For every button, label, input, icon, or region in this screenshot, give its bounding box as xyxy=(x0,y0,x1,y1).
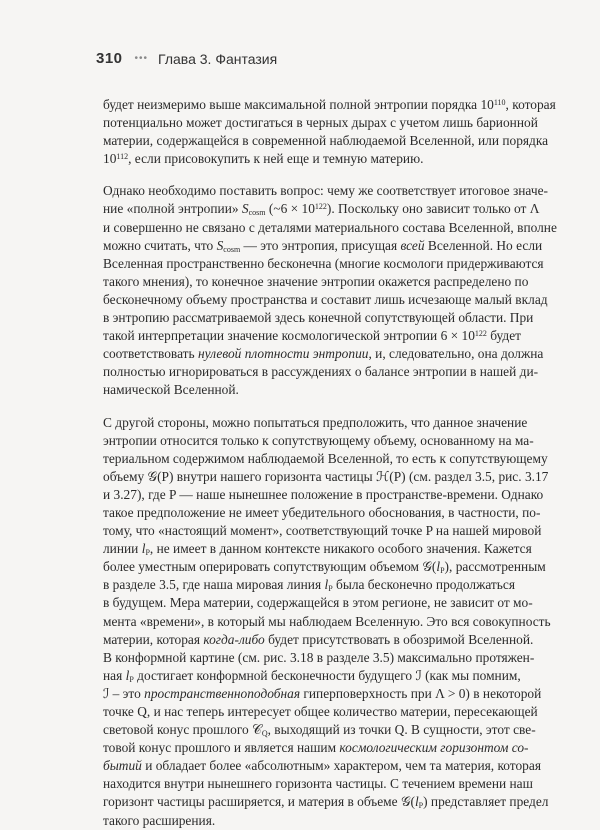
text-line: материи, которая когда-либо будет присутствовать в обозримой Вселенной. xyxy=(103,631,534,647)
text-line: Однако необходимо поставить вопрос: чему же соответствует итоговое значе- xyxy=(103,183,548,199)
text-line: такого мнения), то конечное значение энтропии окажется распределено по xyxy=(103,273,529,289)
text-line: линии $l_P$, не имеет в данном контексте никакого особого значения. Кажется xyxy=(103,541,532,558)
text-line: можно считать, что $S_{cosm}$ — это энтропия, присущая всей Вселенной. Но если xyxy=(103,237,543,254)
text-line: энтропии относится только к сопутствующему объему, основанному на ма- xyxy=(103,432,534,448)
text-line: тому, что «настоящий момент», соответствующий точке P на нашей мировой xyxy=(103,523,542,539)
text-line: и совершенно не связано с деталями материального состава Вселенной, вполне xyxy=(103,219,557,235)
text-line: $10^{112}$, если присовокупить к ней еще и темную материю. xyxy=(103,151,424,167)
body-text xyxy=(103,96,557,830)
text-line: и 3.27), где P — наше нынешнее положение в пространстве-времени. Однако xyxy=(103,486,544,502)
text-line: товой конус прошлого и является нашим космологическим горизонтом со- xyxy=(103,740,529,756)
page-number: 310 xyxy=(96,50,123,67)
text-line: С другой стороны, можно попытаться предположить, что данное значение xyxy=(103,414,528,430)
text-line: световой конус прошлого 𝒞$_Q$, выходящий из точки Q. В сущности, этот све- xyxy=(103,722,536,739)
text-line: находится внутри нынешнего горизонта частицы. С течением времени наш xyxy=(103,776,533,792)
text-line: В конформной картине (см. рис. 3.18 в разделе 3.5) максимально протяжен- xyxy=(103,649,535,665)
text-line: ная $l_P$ достигает конформной бесконечности будущего ℐ (как мы помним, xyxy=(103,667,521,684)
text-line: мента «времени», в который мы наблюдаем Вселенную. Это вся совокупность xyxy=(103,613,551,629)
text-line: потенциально может достигаться в черных дырах с учетом лишь барионной xyxy=(103,115,538,131)
paragraph-1 xyxy=(103,96,556,168)
text-line: намической Вселенной. xyxy=(103,382,239,398)
paragraph-3 xyxy=(103,414,551,830)
text-line: материи, содержащейся в современной наблюдаемой Вселенной, или порядка xyxy=(103,133,549,149)
text-line: ℐ – это пространственноподобная гиперповерхность при Λ > 0) в некоторой xyxy=(103,685,542,701)
text-line: точке Q, и нас теперь интересует общее количество материи, пересекающей xyxy=(103,704,538,719)
text-line: горизонт частицы расширяется, и материя в объеме $𝒢(l_P)$ представляет предел xyxy=(103,794,549,811)
text-line: такое предположение не имеет убедительного обоснования, в частности, по- xyxy=(103,504,541,520)
text-line: в будущем. Мера материи, содержащейся в этом регионе, не зависит от мо- xyxy=(103,595,533,611)
text-line: териальном содержимом наблюдаемой Вселенной, то есть к сопутствующему xyxy=(103,450,548,466)
chapter-title: Глава 3. Фантазия xyxy=(158,50,278,67)
text-line: в разделе 3.5, где наша мировая линия $l_P$ была бесконечно продолжаться xyxy=(103,577,515,594)
text-line: бесконечному объему пространства и составит лишь исчезающе малый вклад xyxy=(103,291,548,307)
text-line: более уместным оперировать сопутствующим объемом $𝒢(l_P)$, рассмотренным xyxy=(103,559,546,576)
running-head xyxy=(96,50,277,67)
text-line: объему 𝒢(P) внутри нашего горизонта частицы ℋ(P) (см. раздел 3.5, рис. 3.17 xyxy=(103,468,549,484)
separator-dots: ••• xyxy=(134,53,149,64)
text-line: такого расширения. xyxy=(103,812,216,828)
text-line: полностью игнорироваться в рассуждениях о балансе энтропии в нашей ди- xyxy=(103,364,539,380)
text-line: в энтропию рассматриваемой здесь конечной сопутствующей области. При xyxy=(103,310,534,326)
text-line: Вселенная пространственно бесконечна (многие космологи придерживаются xyxy=(103,255,544,271)
text-line: бытий и обладает более «абсолютным» характером, чем та материя, которая xyxy=(103,758,541,774)
text-line: такой интерпретации значение космологической энтропии $6 \times 10^{122}$ будет xyxy=(103,328,522,344)
text-line: ние «полной энтропии» $S_{cosm}$ (~6 × $10^{122}$). Поскольку оно зависит только от Λ xyxy=(103,201,540,218)
text-line: будет неизмеримо выше максимальной полной энтропии порядка $10^{110}$, которая xyxy=(103,97,556,112)
text-line: соответствовать нулевой плотности энтропии, и, следовательно, она должна xyxy=(103,346,544,362)
paragraph-2 xyxy=(103,182,557,399)
